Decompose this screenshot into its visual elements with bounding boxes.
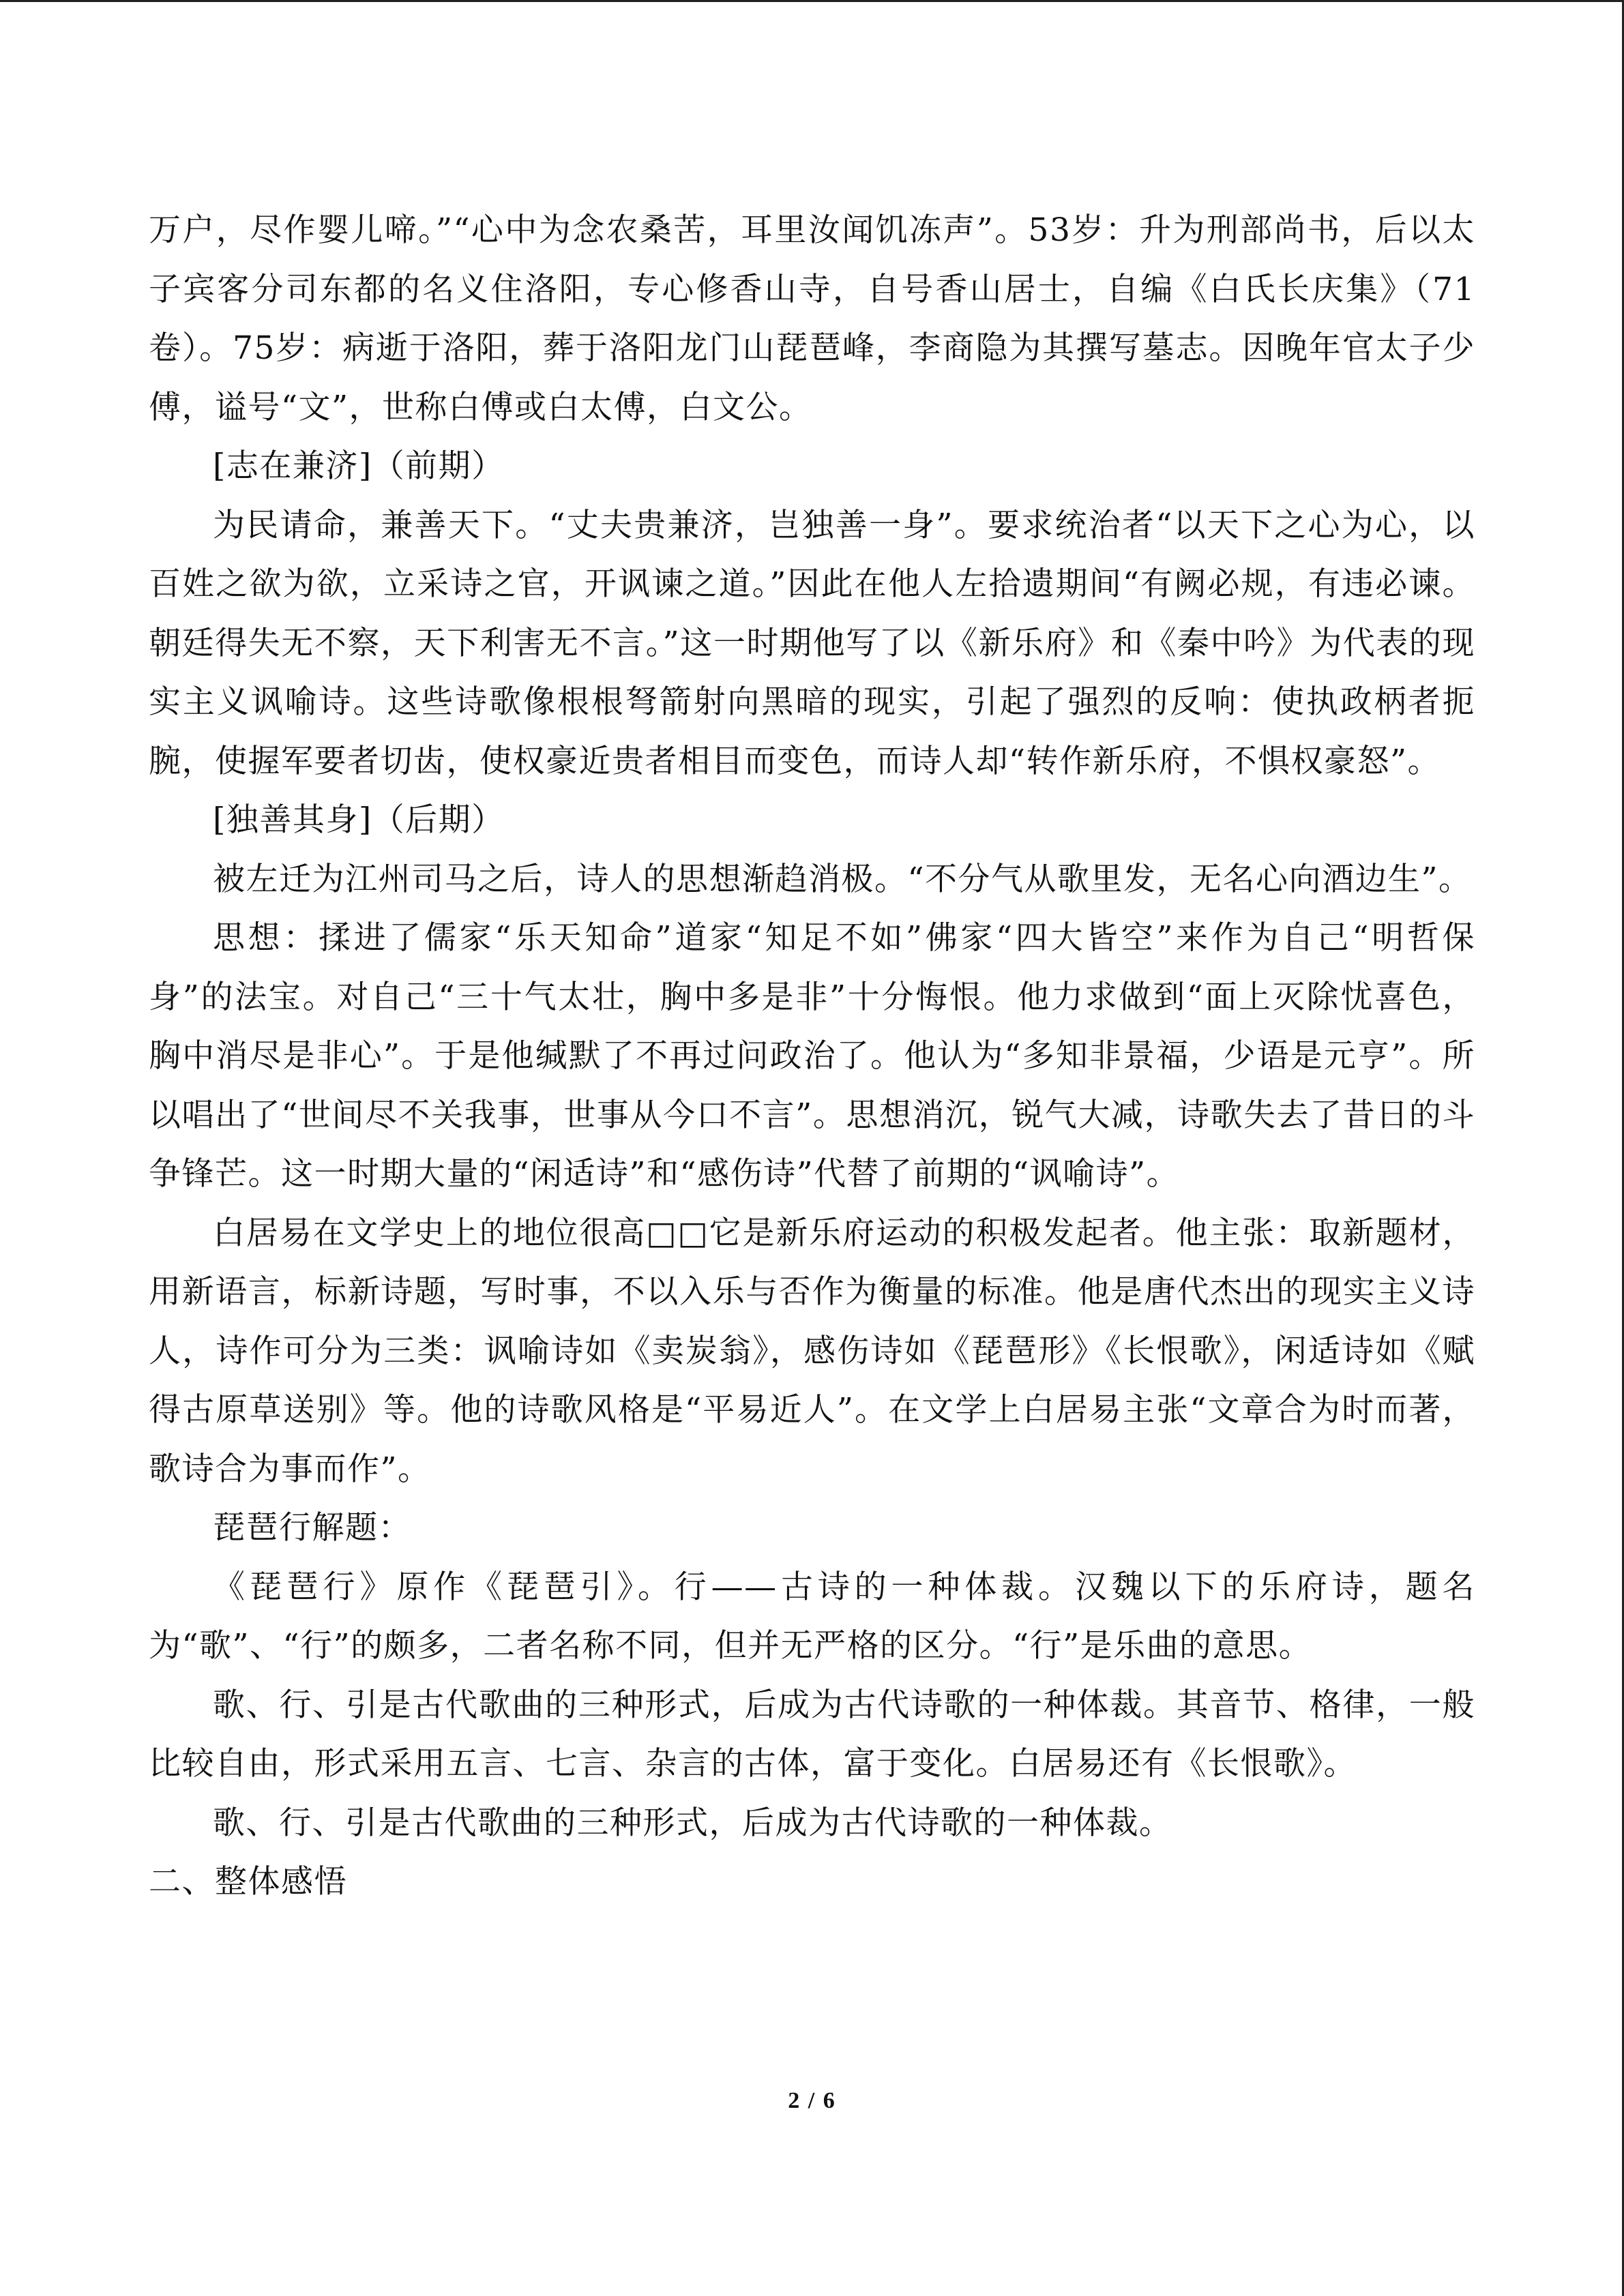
top-border <box>0 0 1624 2</box>
paragraph-song-forms: 歌、行、引是古代歌曲的三种形式，后成为古代诗歌的一种体裁。其音节、格律，一般比较自由，形式采用五言、七言、杂言的古体，富于变化。白居易还有《长恨歌》。 <box>149 1686 1475 1783</box>
section-heading-later-period: [独善其身]（后期） <box>213 801 505 839</box>
paragraph-biography-continued: 万户，尽作婴儿啼。”“心中为念农桑苦，耳里汝闻饥冻声”。53岁：升为刑部尚书，后以太子宾客分司东都的名义住洛阳，专心修香山寺，自号香山居士，自编《白氏长庆集》（71卷）。75岁：病逝于洛阳，葬于洛阳龙门山琵琶峰，李商隐为其撰写墓志。因晚年官太子少傅，谥号“文”，世称白傅或白太傅，白文公。 <box>149 211 1475 426</box>
section-heading-early-period: [志在兼济]（前期） <box>213 447 505 485</box>
section-heading-title-explanation: 琵琶行解题： <box>213 1509 411 1547</box>
paragraph-song-forms-summary: 歌、行、引是古代歌曲的三种形式，后成为古代诗歌的一种体裁。 <box>213 1804 1172 1842</box>
paragraph-title-explanation: 《琵琶行》原作《琵琶引》。行——古诗的一种体裁。汉魏以下的乐府诗，题名为“歌”、“行”的颇多，二者名称不同，但并无严格的区分。“行”是乐曲的意思。 <box>149 1568 1475 1665</box>
document-body <box>149 201 1475 1912</box>
paragraph-early-period: 为民请命，兼善天下。“丈夫贵兼济，岂独善一身”。要求统治者“以天下之心为心，以百姓之欲为欲，立采诗之官，开讽谏之道。”因此在他人左拾遗期间“有阙必规，有违必谏。朝廷得失无不察，天下利害无不言。”这一时期他写了以《新乐府》和《秦中吟》为代表的现实主义讽喻诗。这些诗歌像根根弩箭射向黑暗的现实，引起了强烈的反响：使执政柄者扼腕，使握军要者切齿，使权豪近贵者相目而变色，而诗人却“转作新乐府，不惧权豪怒”。 <box>149 506 1475 780</box>
page-number: 2 / 6 <box>788 2088 836 2113</box>
section-heading-overall-understanding: 二、整体感悟 <box>149 1863 347 1900</box>
paragraph-literary-status: 白居易在文学史上的地位很高□□它是新乐府运动的积极发起者。他主张：取新题材，用新语言，标新诗题，写时事，不以入乐与否作为衡量的标准。他是唐代杰出的现实主义诗人，诗作可分为三类：讽喻诗如《卖炭翁》，感伤诗如《琵琶形》《长恨歌》，闲适诗如《赋得古原草送别》等。他的诗歌风格是“平易近人”。在文学上白居易主张“文章合为时而著，歌诗合为事而作”。 <box>149 1214 1475 1488</box>
paragraph-thought: 思想：揉进了儒家“乐天知命”道家“知足不如”佛家“四大皆空”来作为自己“明哲保身”的法宝。对自己“三十气太壮，胸中多是非”十分悔恨。他力求做到“面上灭除忧喜色，胸中消尽是非心”。于是他缄默了不再过问政治了。他认为“多知非景福，少语是元亨”。所以唱出了“世间尽不关我事，世事从今口不言”。思想消沉，锐气大减，诗歌失去了昔日的斗争锋芒。这一时期大量的“闲适诗”和“感伤诗”代替了前期的“讽喻诗”。 <box>149 919 1475 1193</box>
paragraph-later-period: 被左迁为江州司马之后，诗人的思想渐趋消极。“不分气从歌里发，无名心向酒边生”。 <box>213 860 1472 898</box>
